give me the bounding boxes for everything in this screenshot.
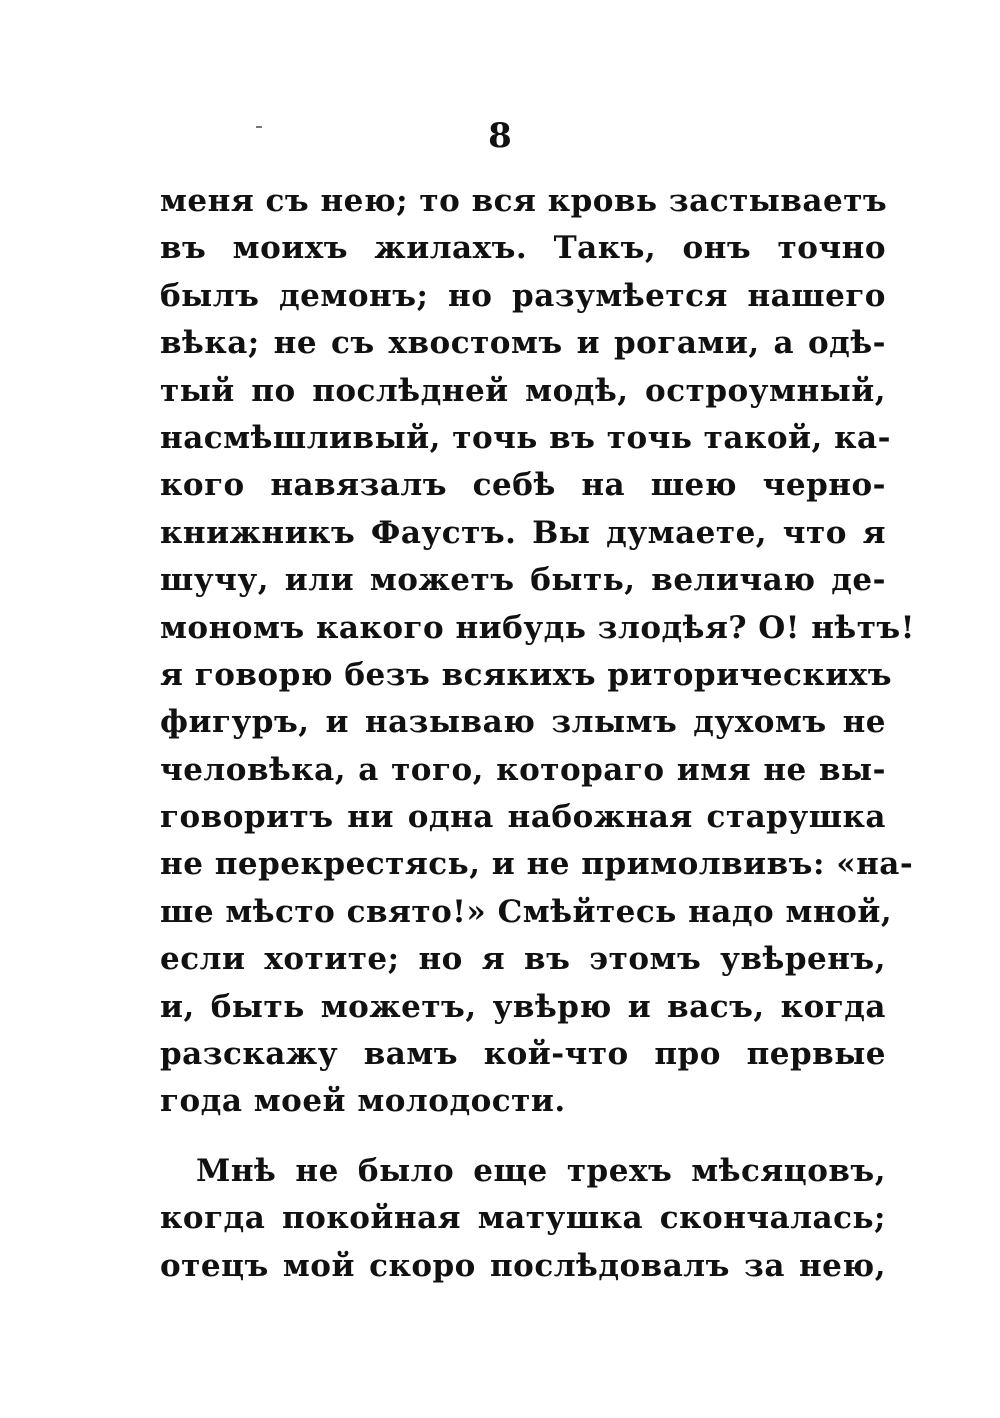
text-line: вѣка; не съ хвостомъ и рогами, а одѣ-	[160, 325, 886, 362]
paragraph-1	[160, 178, 915, 1126]
text-line: былъ демонъ; но разумѣется нашего	[160, 277, 886, 314]
text-line: Мнѣ не было еще трехъ мѣсяцовъ,	[196, 1152, 886, 1189]
text-line: года моей молодости.	[160, 1083, 566, 1120]
body-text	[160, 178, 915, 1290]
text-line: разскажу вамъ кой-что про первые	[160, 1036, 886, 1073]
text-line: мономъ какого нибудь злодѣя? О! нѣтъ!	[160, 609, 915, 646]
text-line: я говорю безъ всякихъ риторическихъ	[160, 656, 892, 693]
text-line: если хотите; но я въ этомъ увѣренъ,	[160, 941, 886, 978]
text-line: фигуръ, и называю злымъ духомъ не	[160, 704, 886, 741]
text-line: не перекрестясь, и не примолвивъ: «на-	[160, 846, 914, 883]
text-line: отецъ мой скоро послѣдовалъ за нею,	[160, 1247, 886, 1284]
paragraph-2	[160, 1148, 886, 1290]
text-line: насмѣшливый, точь въ точь такой, ка-	[160, 419, 891, 456]
text-line: шучу, или можетъ быть, величаю де-	[160, 562, 886, 599]
text-line: въ моихъ жилахъ. Такъ, онъ точно	[160, 230, 886, 267]
text-line: ше мѣсто свято!» Смѣйтесь надо мной,	[160, 893, 893, 930]
text-line: человѣка, а того, котораго имя не вы-	[160, 751, 886, 788]
text-line: говоритъ ни одна набожная старушка	[160, 799, 886, 836]
paragraph-gap	[160, 1126, 886, 1148]
text-line: тый по послѣдней модѣ, остроумный,	[160, 372, 886, 409]
text-line: кого навязалъ себѣ на шею черно-	[160, 467, 886, 504]
text-line: меня съ нею; то вся кровь застываетъ	[160, 183, 888, 219]
text-line: и, быть можетъ, увѣрю и васъ, когда	[160, 988, 886, 1025]
page-number: 8	[488, 116, 512, 156]
text-line: когда покойная матушка скончалась;	[160, 1200, 886, 1237]
text-line: книжникъ Фаустъ. Вы думаете, что я	[160, 514, 886, 551]
